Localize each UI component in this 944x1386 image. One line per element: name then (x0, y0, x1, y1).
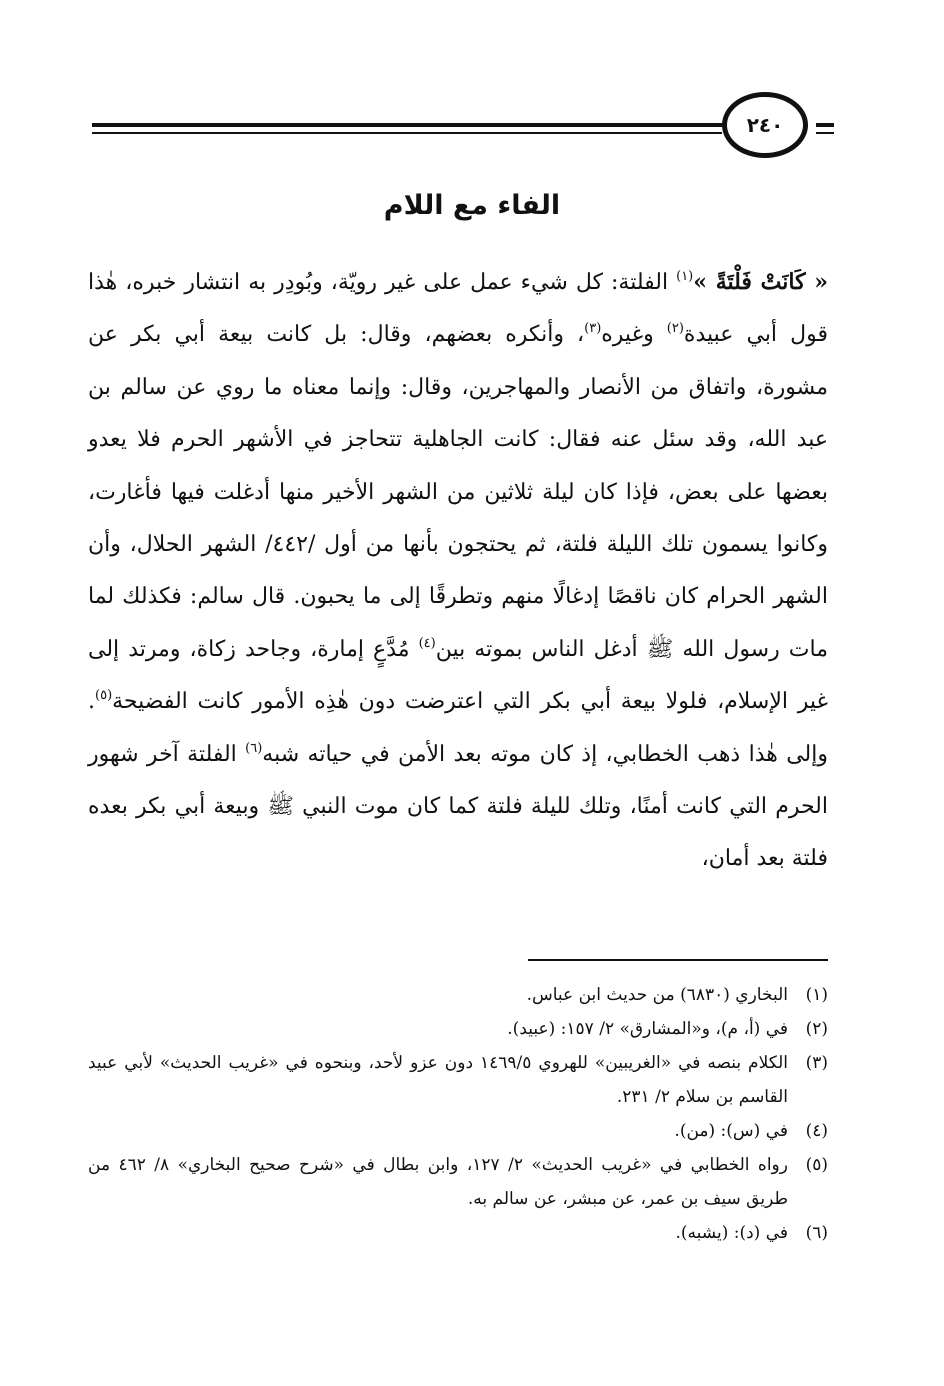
footnote (88, 1216, 828, 1250)
footnote (88, 1046, 828, 1114)
footnote-number: (٢) (805, 1019, 828, 1039)
footnote-number: (٤) (805, 1121, 828, 1141)
footnote-text: الكلام بنصه في «الغريبين» للهروي ١٤٦٩/٥ دون عزو لأحد، وبنحوه في «غريب الحديث» لأبي عبيد القاسم بن سلام ٢/ ٢٣١. (88, 1053, 789, 1107)
footnote-number: (٦) (805, 1223, 828, 1243)
footnote-ref-2[interactable]: (٢) (666, 321, 684, 337)
footnote-separator (528, 959, 828, 961)
footnote-number: (٥) (805, 1155, 828, 1175)
footnote-text: رواه الخطابي في «غريب الحديث» ٢/ ١٢٧، وابن بطال في «شرح صحيح البخاري» ٨/ ٤٦٢ من طريق سيف بن عمر، عن مبشر، عن سالم به. (88, 1155, 788, 1209)
footnote-text: في (أ، م)، و«المشارق» ٢/ ١٥٧: (عبيد). (507, 1019, 788, 1039)
entry-lead: « كَانَتْ فَلْتَةً » (693, 269, 828, 295)
footnotes (88, 978, 828, 1250)
footnote-number: (١) (805, 985, 828, 1005)
footnote-text: في (س): (من). (674, 1121, 788, 1141)
footnote (88, 978, 828, 1012)
footnote (88, 1148, 828, 1216)
page-header (0, 90, 944, 170)
header-rule-end-thin (816, 132, 834, 134)
footnote (88, 1114, 828, 1148)
footnote-number: (٣) (805, 1053, 828, 1073)
page-number: ٢٤٠ (722, 92, 808, 158)
footnote-text: في (د): (يشبه). (675, 1223, 788, 1243)
text-part: مُدَّعٍ إمارة، وجاحد زكاة، ومرتد إلى غير الإسلام، فلولا بيعة أبي بكر التي اعترضت دون هٰذِه الأمور كانت الفضيحة (88, 636, 828, 715)
footnote-ref-5[interactable]: (٥) (95, 688, 113, 704)
section-title: الفاء مع اللام (383, 190, 561, 221)
header-rule (92, 123, 722, 127)
footnote-ref-1[interactable]: (١) (676, 269, 694, 284)
footnote-text: البخاري (٦٨٣٠) من حديث ابن عباس. (526, 985, 788, 1005)
text-part: الفلتة: كل شيء عمل على غير رويّة، وبُودِر به انتشار خبره، هٰذا قول أبي عبيدة (88, 270, 828, 348)
text-part: وغيره (601, 322, 667, 348)
text-part: الفلتة آخر شهور الحرم التي كانت أمنًا، وتلك لليلة فلتة كما كان موت النبي ﷺ وبيعة أبي بكر بعده فلتة بعد أمان، (88, 741, 828, 872)
text-part: ، وأنكره بعضهم، وقال: بل كانت بيعة أبي بكر عن مشورة، واتفاق من الأنصار والمهاجرين، وقال: وإنما معناه ما روي عن سالم بن عبد الله، وقد سئل عنه فقال: كانت الجاهلية تتحاجز في الأشهر الحرم فلا يعدو بعضها على بعض، فإذا كان ليلة ثلاثين من الشهر الأخير منها أدغلت فيها فأغارت، وكانوا يسمون تلك الليلة فلتة، ثم يحتجون بأنها من أول /٤٤٢/ الشهر الحلال، وأن الشهر الحرام كان ناقصًا إدغالًا منهم وتطرقًا إلى ما يحبون. قال سالم: فكذلك لما مات رسول الله ﷺ أدغل الناس بموته بين (88, 322, 829, 662)
header-rule-thin (92, 132, 722, 134)
footnote (88, 1012, 828, 1046)
footnote-ref-3[interactable]: (٣) (584, 321, 602, 337)
text-part: . وإلى هٰذا ذهب الخطابي، إذ كان موته بعد الأمن في حياته شبه (88, 689, 828, 767)
header-rule-end (816, 123, 834, 127)
main-text (88, 256, 828, 886)
footnote-ref-4[interactable]: (٤) (418, 635, 436, 651)
footnote-ref-6[interactable]: (٦) (245, 740, 263, 756)
